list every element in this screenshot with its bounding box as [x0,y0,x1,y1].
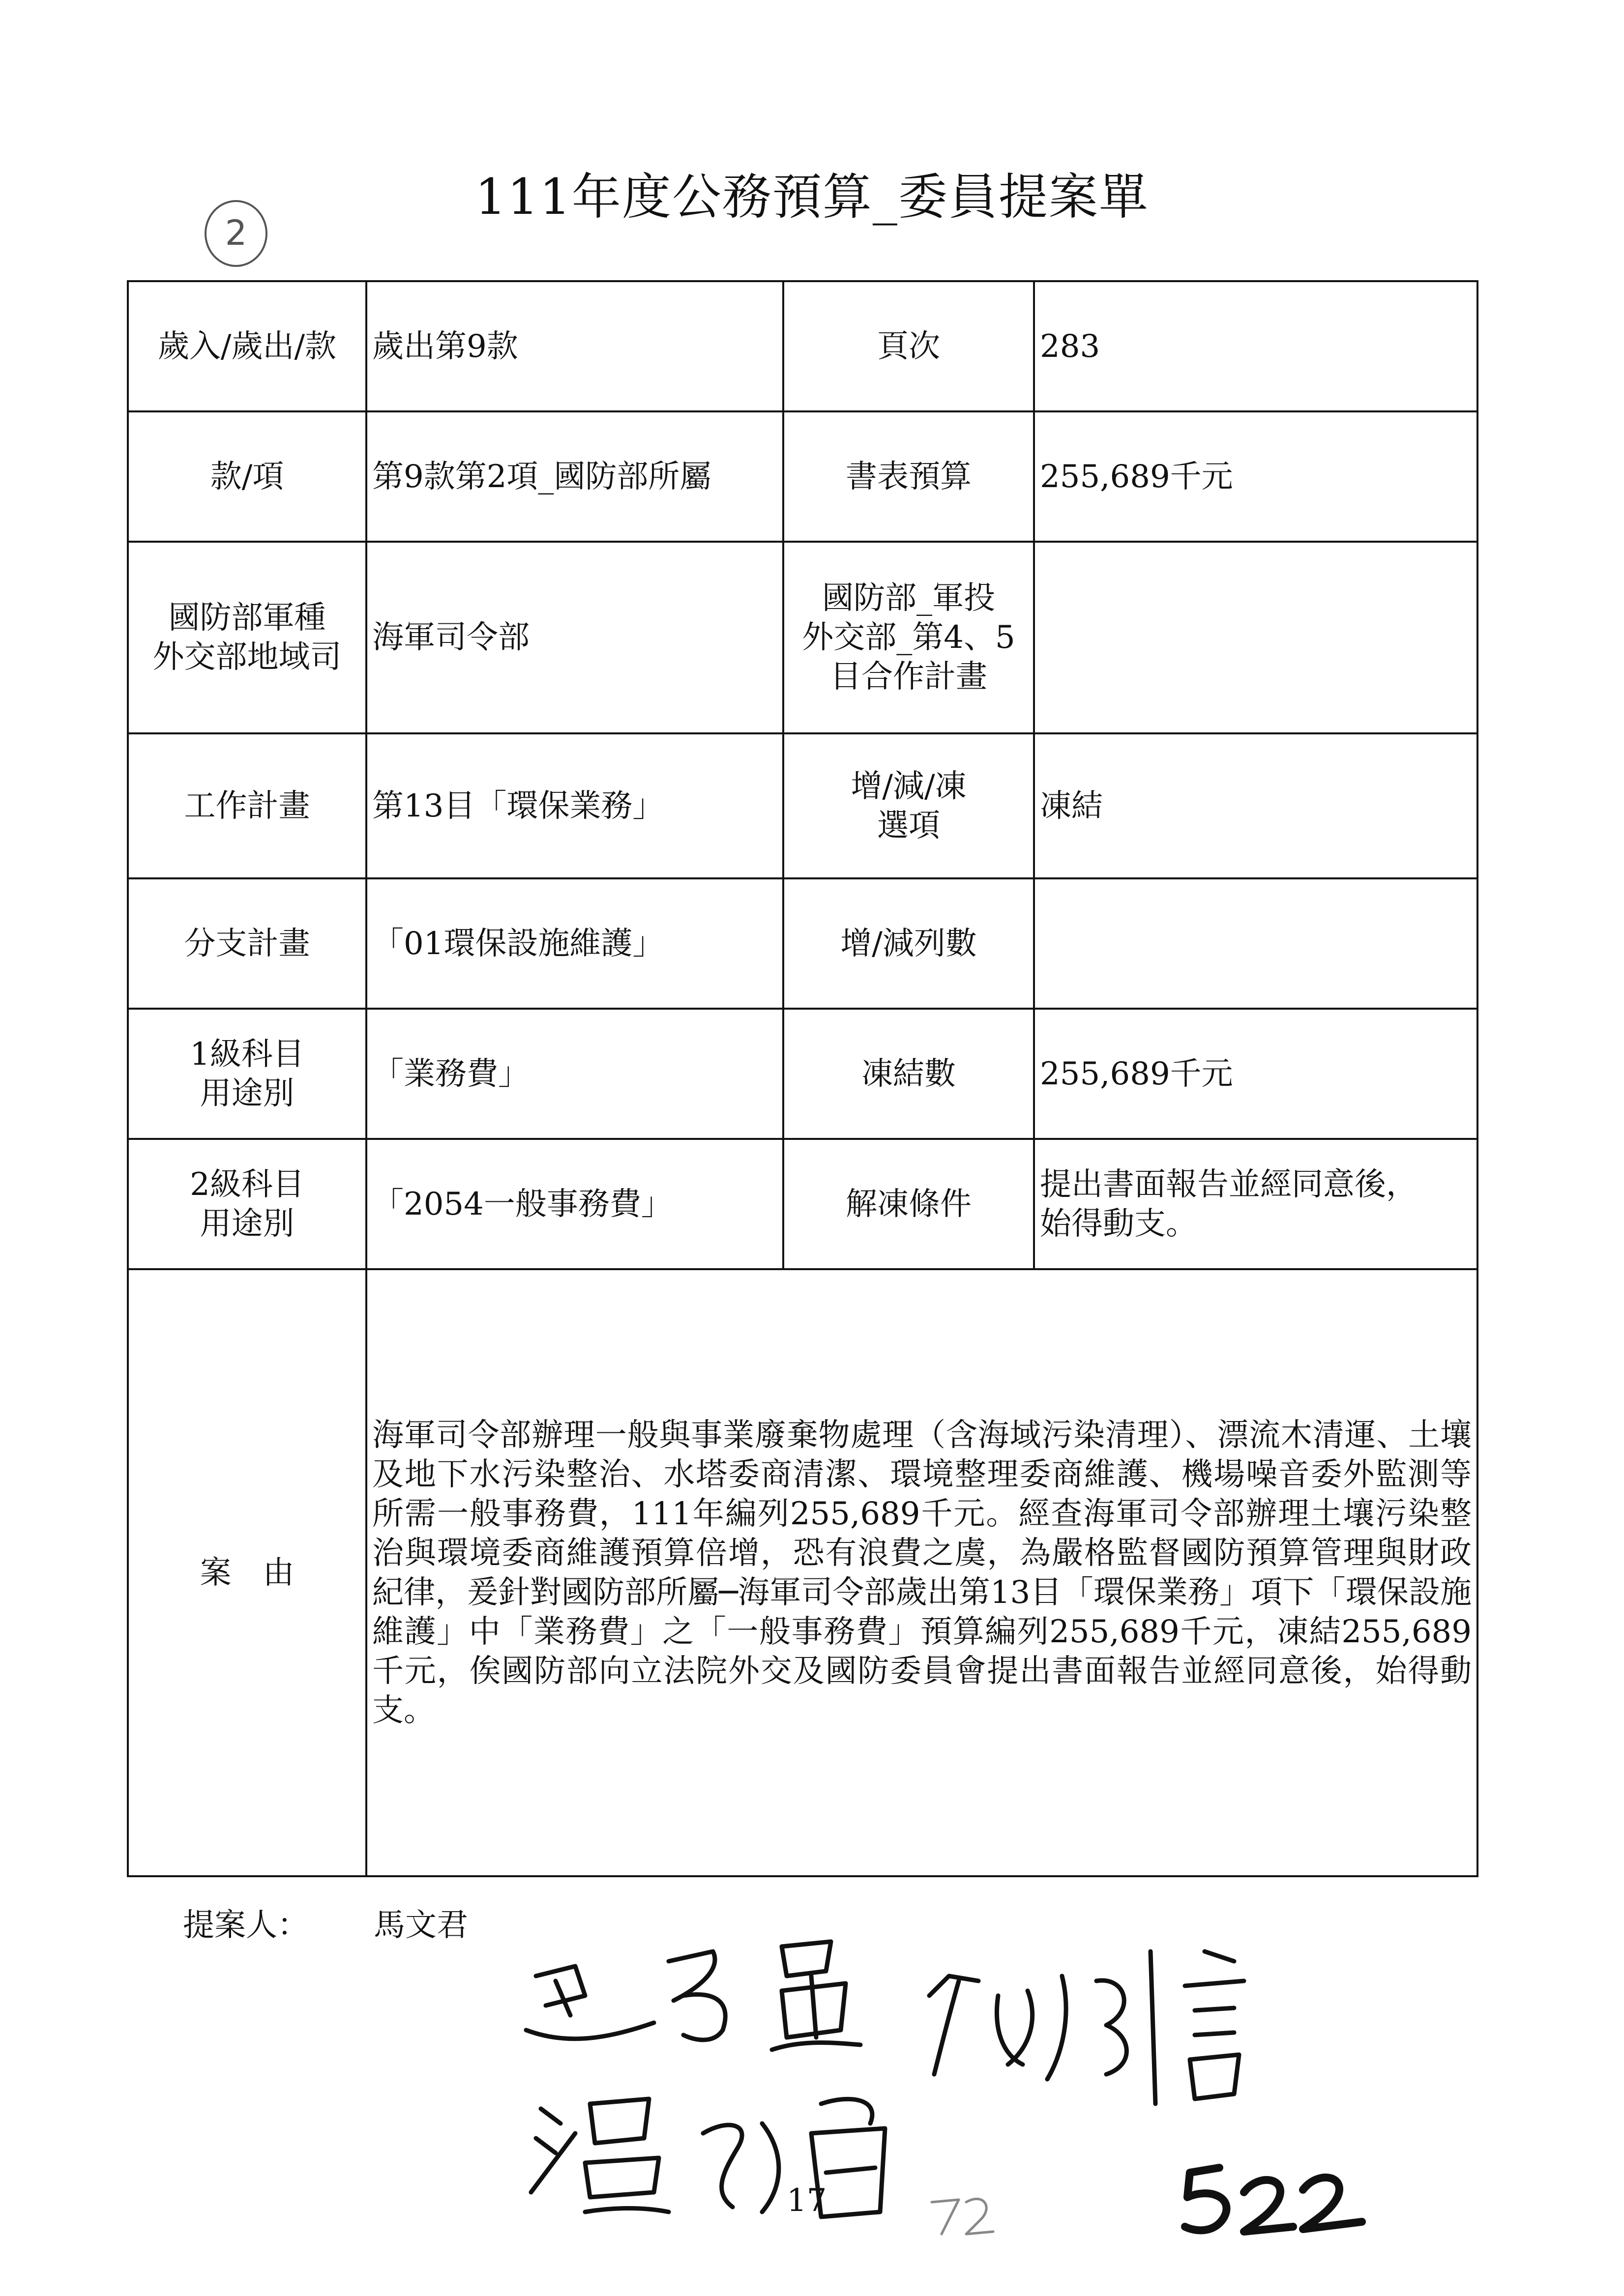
circled-number-text: 2 [225,213,247,253]
value-page: 283 [1034,281,1477,411]
value-statement-budget: 255,689千元 [1034,411,1477,542]
proposer-name: 馬文君 [374,1907,468,1944]
unfreeze-condition-line2: 始得動支。 [1040,1205,1197,1242]
value-item: 第9款第2項_國防部所屬 [366,411,783,542]
proposer-label: 提案人： [183,1907,309,1944]
label-level2-line1: 2級科目 [190,1166,304,1203]
label-item: 款/項 [128,411,366,542]
signature-ma-wen-chun [526,1942,860,2050]
value-cooperation-plan [1034,542,1477,733]
label-unfreeze-condition: 解凍條件 [783,1139,1034,1269]
label-adjust-option-line1: 增/減/凍 [851,768,967,805]
label-level2-line2: 用途別 [200,1205,295,1242]
label-adjust-option-line2: 選項 [877,807,940,844]
label-level2-subject [128,1139,366,1269]
row-budget-section [128,281,1477,411]
label-page: 頁次 [783,281,1034,411]
label-cooperation-line3: 目合作計畫 [830,659,987,695]
label-sub-plan: 分支計畫 [128,878,366,1009]
label-cooperation-line1: 國防部_軍投 [822,580,995,616]
label-reason: 案 由 [128,1269,366,1876]
handwritten-number-522 [1180,2153,1367,2241]
value-agency: 海軍司令部 [366,542,783,733]
label-level1-subject [128,1009,366,1139]
signature-chen-ming-hsin [929,1951,1244,2104]
value-sub-plan: 「01環保設施維護」 [366,878,783,1009]
page-title: 111年度公務預算_委員提案單 [475,168,1149,226]
label-level1-line1: 1級科目 [190,1036,304,1073]
value-work-plan: 第13目「環保業務」 [366,733,783,878]
row-level1-subject [128,1009,1477,1139]
label-frozen-amount: 凍結數 [783,1009,1034,1139]
unfreeze-condition-line1: 提出書面報告並經同意後， [1040,1166,1417,1203]
page-number: 17 [787,2182,827,2219]
row-level2-subject [128,1139,1477,1269]
label-agency [128,542,366,733]
label-adjust-option [783,733,1034,878]
label-work-plan: 工作計畫 [128,733,366,878]
value-adjust-option: 凍結 [1034,733,1477,878]
proposal-form-table [127,280,1478,1877]
label-agency-line1: 國防部軍種 [168,600,326,636]
row-reason [128,1269,1477,1876]
signature-wen-yu-hsia [531,2099,885,2217]
value-level2-subject: 「2054一般事務費」 [366,1139,783,1269]
label-level1-line2: 用途別 [200,1075,295,1112]
handwritten-note-72 [924,2187,998,2241]
label-adjust-amount: 增/減列數 [783,878,1034,1009]
value-reason-text: 海軍司令部辦理一般與事業廢棄物處理（含海域污染清理）、漂流木清運、土壤及地下水污染整治、水塔委商清潔、環境整理委商維護、機場噪音委外監測等所需一般事務費，111年編列255,689千元。經查海軍司令部辦理土壤污染整治與環境委商維護預算倍增，恐有浪費之虞，為嚴格監督國防預算管理與財政紀律，爰針對國防部所屬─海軍司令部歲出第13目「環保業務」項下「環保設施維護」中「業務費」之「一般事務費」預算編列255,689千元，凍結255,689千元，俟國防部向立法院外交及國防委員會提出書面報告並經同意後，始得動支。 [366,1269,1477,1876]
label-agency-line2: 外交部地域司 [152,639,342,675]
value-income-expense: 歲出第9款 [366,281,783,411]
row-work-plan [128,733,1477,878]
row-sub-plan [128,878,1477,1009]
label-income-expense: 歲入/歲出/款 [128,281,366,411]
label-statement-budget: 書表預算 [783,411,1034,542]
value-adjust-amount [1034,878,1477,1009]
value-unfreeze-condition [1034,1139,1477,1269]
value-frozen-amount: 255,689千元 [1034,1009,1477,1139]
label-cooperation-line2: 外交部_第4、5 [802,619,1015,656]
value-level1-subject: 「業務費」 [366,1009,783,1139]
row-item [128,411,1477,542]
row-agency [128,542,1477,733]
label-cooperation-plan [783,542,1034,733]
